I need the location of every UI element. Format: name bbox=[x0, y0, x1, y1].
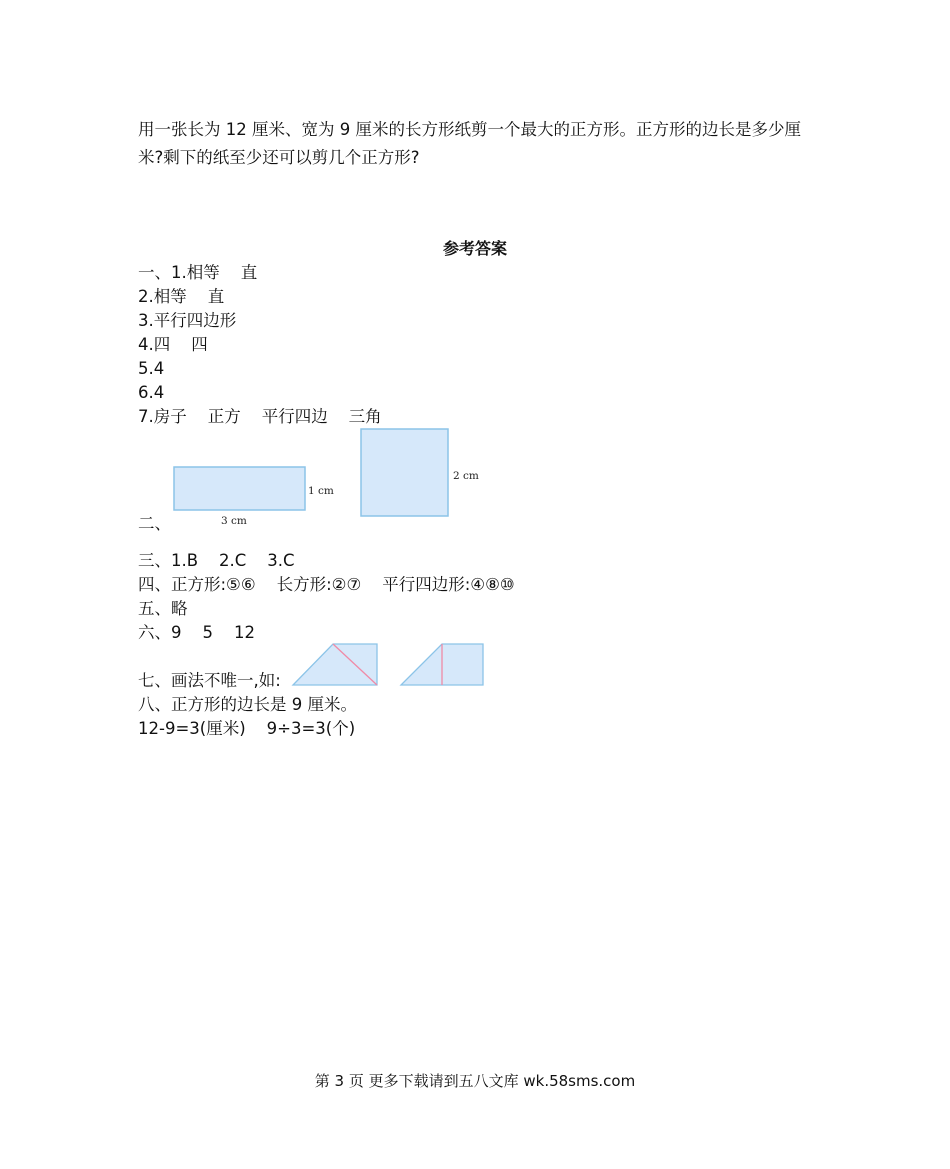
answer-calculation: 12-9=3(厘米) 9÷3=3(个) bbox=[138, 719, 356, 738]
answer-section-6: 六、9 5 12 bbox=[138, 623, 255, 642]
answer-5: 5.4 bbox=[138, 359, 165, 378]
answer-7: 7.房子 正方 平行四边 三角 bbox=[138, 407, 382, 426]
rectangle-figure bbox=[174, 467, 305, 510]
answer-section-4: 四、正方形:⑤⑥ 长方形:②⑦ 平行四边形:④⑧⑩ bbox=[138, 575, 515, 594]
rectangle-height-label: 1 cm bbox=[308, 485, 334, 497]
answer-4: 4.四 四 bbox=[138, 335, 208, 354]
answer-3: 3.平行四边形 bbox=[138, 311, 237, 330]
square-side-label: 2 cm bbox=[453, 470, 479, 482]
section-7-figures bbox=[290, 640, 490, 690]
trapezoid-figure-1 bbox=[293, 644, 377, 685]
answer-1: 一、1.相等 直 bbox=[138, 263, 258, 282]
answer-section-3: 三、1.B 2.C 3.C bbox=[138, 551, 295, 570]
answer-2: 2.相等 直 bbox=[138, 287, 225, 306]
section-2-figures bbox=[160, 425, 500, 530]
answer-section-2: 二、 bbox=[138, 514, 171, 533]
rectangle-width-label: 3 cm bbox=[221, 515, 247, 527]
answer-title: 参考答案 bbox=[442, 239, 507, 258]
square-figure bbox=[361, 429, 448, 516]
page-footer: 第 3 页 更多下载请到五八文库 wk.58sms.com bbox=[314, 1072, 636, 1090]
question-text: 用一张长为 12 厘米、宽为 9 厘米的长方形纸剪一个最大的正方形。正方形的边长是多少厘米?剩下的纸至少还可以剪几个正方形? bbox=[138, 120, 801, 167]
answer-section-5: 五、略 bbox=[138, 599, 188, 618]
answer-section-7: 七、画法不唯一,如: bbox=[138, 671, 281, 690]
answer-6: 6.4 bbox=[138, 383, 165, 402]
answer-section-8: 八、正方形的边长是 9 厘米。 bbox=[138, 695, 357, 714]
